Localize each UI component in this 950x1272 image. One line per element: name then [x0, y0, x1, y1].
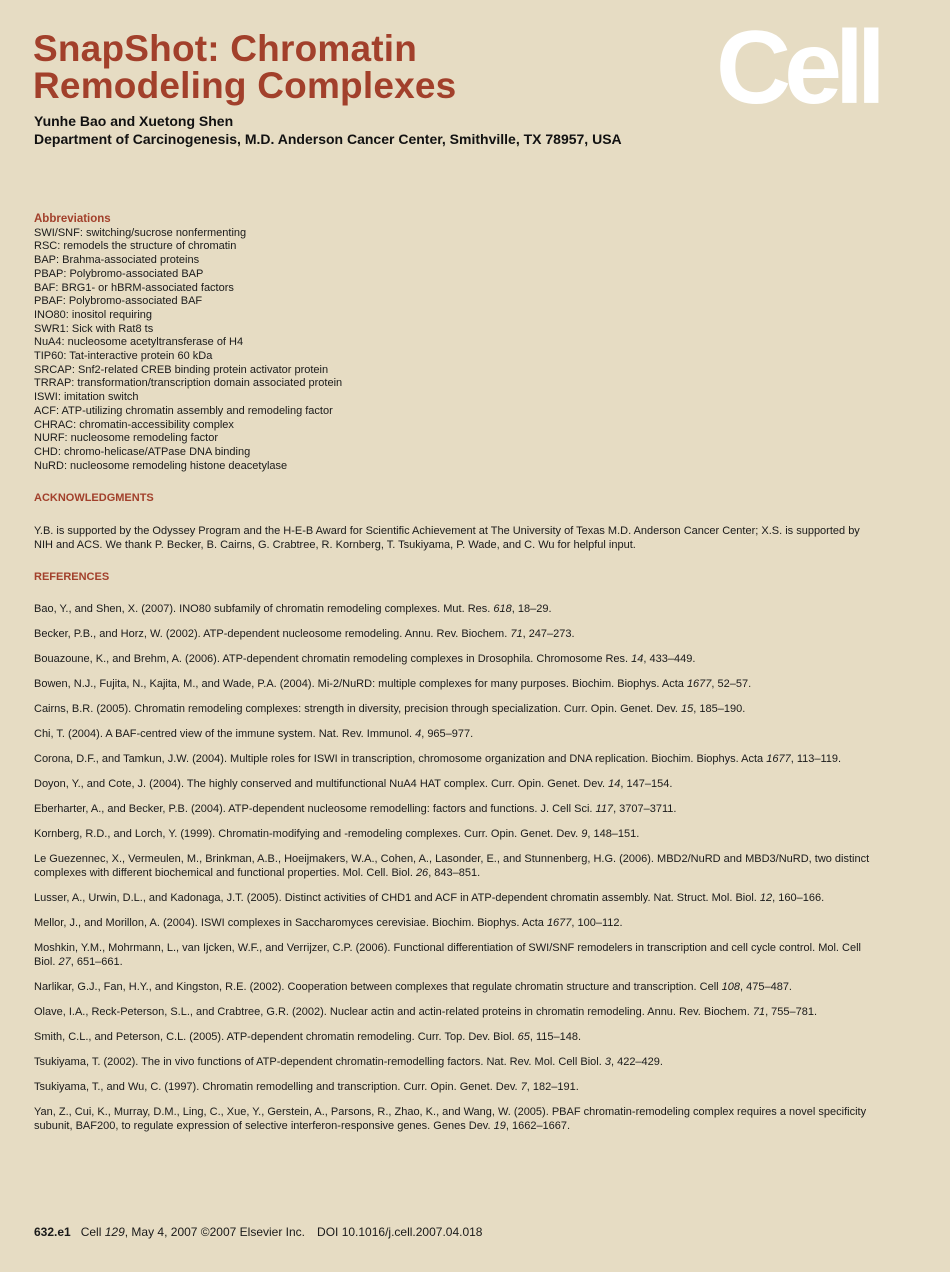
abbreviation-item: CHRAC: chromatin-accessibility complex: [34, 418, 234, 431]
abbreviation-item: SWR1: Sick with Rat8 ts: [34, 322, 154, 335]
abbreviations-heading: Abbreviations: [34, 213, 111, 225]
reference-pages: , 755–781.: [765, 1006, 818, 1018]
reference-item: [34, 777, 876, 791]
reference-text: Becker, P.B., and Horz, W. (2002). ATP-dependent nucleosome remodeling. Annu. Rev. Biochem.: [34, 628, 511, 640]
reference-item: [34, 802, 876, 816]
reference-item: [34, 980, 876, 994]
reference-pages: , 247–273.: [522, 628, 575, 640]
reference-item: [34, 852, 876, 880]
reference-text: Eberharter, A., and Becker, P.B. (2004). ATP-dependent nucleosome remodelling: factors and functions. J. Cell Sci.: [34, 803, 596, 815]
footer-date: , May 4, 2007 ©2007 Elsevier Inc.: [124, 1225, 306, 1239]
reference-text: Corona, D.F., and Tamkun, J.W. (2004). Multiple roles for ISWI in transcription, chromosome organization and DNA replication. Biochim. Biophys. Acta: [34, 753, 767, 765]
page-number: 632.e1: [34, 1225, 71, 1239]
abbreviation-item: INO80: inositol requiring: [34, 308, 153, 321]
abbreviation-item: SWI/SNF: switching/sucrose nonfermenting: [34, 226, 247, 239]
reference-volume: 4: [415, 728, 422, 740]
title-line-1: SnapShot: Chromatin: [33, 28, 418, 69]
reference-text: Tsukiyama, T. (2002). The in vivo functions of ATP-dependent chromatin-remodelling factors. Nat. Rev. Mol. Cell Biol.: [34, 1056, 605, 1068]
reference-pages: , 475–487.: [740, 981, 792, 993]
abbreviations-list: [34, 227, 342, 474]
reference-volume: 71: [752, 1006, 766, 1018]
acknowledgments-heading: ACKNOWLEDGMENTS: [34, 492, 154, 504]
references-heading: REFERENCES: [34, 571, 110, 583]
reference-text: Lusser, A., Urwin, D.L., and Kadonaga, J.T. (2005). Distinct activities of CHD1 and ACF in ATP-dependent chromatin assembly. Nat. Struct. Mol. Biol.: [34, 892, 760, 904]
reference-item: [34, 1005, 876, 1019]
reference-pages: , 965–977.: [421, 728, 474, 740]
reference-volume: 117: [595, 803, 614, 815]
reference-volume: 7: [520, 1081, 527, 1093]
reference-text: Narlikar, G.J., Fan, H.Y., and Kingston, R.E. (2002). Cooperation between complexes that regulate chromatin structure and transcription. Cell: [34, 981, 722, 993]
abbreviation-item: SRCAP: Snf2-related CREB binding protein activator protein: [34, 363, 329, 376]
reference-item: [34, 677, 876, 691]
references-list: [34, 602, 876, 1144]
abbreviation-item: TRRAP: transformation/transcription domain associated protein: [34, 377, 343, 390]
page-footer: [34, 1225, 482, 1240]
reference-item: [34, 891, 876, 905]
reference-text: Mellor, J., and Morillon, A. (2004). ISWI complexes in Saccharomyces cerevisiae. Biochim. Biophys. Acta: [34, 917, 547, 929]
reference-text: Yan, Z., Cui, K., Murray, D.M., Ling, C., Xue, Y., Gerstein, A., Parsons, R., Zhao, K., and Wang, W. (2005). PBAF chromatin-remodeling complex requires a novel specificity subunit, BAF200, to regulate expression of selective interferon-responsive genes. Genes Dev.: [34, 1106, 867, 1132]
reference-item: [34, 727, 876, 741]
reference-pages: , 651–661.: [70, 956, 123, 968]
article-title: [33, 30, 456, 104]
reference-item: [34, 941, 876, 969]
abbreviation-item: CHD: chromo-helicase/ATPase DNA binding: [34, 445, 251, 458]
reference-item: [34, 1030, 876, 1044]
abbreviations-section: [34, 213, 342, 473]
reference-text: Kornberg, R.D., and Lorch, Y. (1999). Chromatin-modifying and -remodeling complexes. Curr. Opin. Genet. Dev.: [34, 828, 582, 840]
abbreviation-item: ISWI: imitation switch: [34, 391, 139, 404]
reference-volume: 71: [510, 628, 523, 640]
reference-text: Bao, Y., and Shen, X. (2007). INO80 subfamily of chromatin remodeling complexes. Mut. Res.: [34, 603, 494, 615]
reference-item: [34, 752, 876, 766]
reference-text: Olave, I.A., Reck-Peterson, S.L., and Crabtree, G.R. (2002). Nuclear actin and actin-related proteins in chromatin remodeling. Annu. Rev. Biochem.: [34, 1006, 753, 1018]
reference-volume: 1677: [766, 753, 791, 765]
abbreviation-item: RSC: remodels the structure of chromatin: [34, 240, 237, 253]
reference-pages: , 18–29.: [511, 603, 552, 615]
footer-journal: Cell: [80, 1225, 105, 1239]
reference-pages: , 100–112.: [571, 917, 623, 929]
reference-volume: 1677: [546, 917, 572, 929]
reference-text: Bouazoune, K., and Brehm, A. (2006). ATP-dependent chromatin remodeling complexes in Drosophila. Chromosome Res.: [34, 653, 632, 665]
reference-volume: 19: [493, 1120, 506, 1132]
reference-item: [34, 1105, 876, 1133]
reference-item: [34, 652, 876, 666]
reference-item: [34, 702, 876, 716]
reference-pages: , 1662–1667.: [505, 1120, 571, 1132]
reference-pages: , 160–166.: [772, 892, 825, 904]
reference-text: Moshkin, Y.M., Mohrmann, L., van Ijcken, W.F., and Verrijzer, C.P. (2006). Functional differentiation of SWI/SNF remodelers in transcription and cell cycle control. Mol. Cell Biol.: [34, 942, 861, 968]
abbreviation-item: NuA4: nucleosome acetyltransferase of H4: [34, 336, 244, 349]
reference-volume: 14: [631, 653, 644, 665]
reference-item: [34, 916, 876, 930]
reference-pages: , 182–191.: [526, 1081, 579, 1093]
reference-text: Le Guezennec, X., Vermeulen, M., Brinkman, A.B., Hoeijmakers, W.A., Cohen, A., Lasonder, E., and Stunnenberg, H.G. (2006). MBD2/NuRD and MBD3/NuRD, two distinct complexes with different biochemical and functional properties. Mol. Cell. Biol.: [34, 853, 870, 879]
affiliation: Department of Carcinogenesis, M.D. Anderson Cancer Center, Smithville, TX 78957, USA: [34, 131, 622, 147]
cell-logo: Cell: [716, 10, 879, 126]
reference-text: Doyon, Y., and Cote, J. (2004). The highly conserved and multifunctional NuA4 HAT complex. Curr. Opin. Genet. Dev.: [34, 778, 609, 790]
abbreviation-item: NURF: nucleosome remodeling factor: [34, 432, 219, 445]
reference-item: [34, 627, 876, 641]
reference-volume: 108: [721, 981, 740, 993]
reference-text: Smith, C.L., and Peterson, C.L. (2005). ATP-dependent chromatin remodeling. Curr. Top. Dev. Biol.: [34, 1031, 518, 1043]
acknowledgments-text: Y.B. is supported by the Odyssey Program and the H-E-B Award for Scientific Achievement at The University of Texas M.D. Anderson Cancer Center; X.S. is supported by NIH and ACS. We thank P. Becker, B. Cairns, G. Crabtree, R. Kornberg, T. Tsukiyama, P. Wade, and C. Wu for helpful input.: [34, 525, 860, 551]
abbreviation-item: BAP: Brahma-associated proteins: [34, 254, 200, 267]
reference-volume: 14: [608, 778, 621, 790]
abbreviation-item: PBAF: Polybromo-associated BAF: [34, 295, 203, 308]
reference-text: Cairns, B.R. (2005). Chromatin remodeling complexes: strength in diversity, precision through specialization. Curr. Opin. Genet. Dev.: [34, 703, 682, 715]
abbreviation-item: BAF: BRG1- or hBRM-associated factors: [34, 281, 234, 294]
reference-pages: , 52–57.: [711, 678, 752, 690]
reference-item: [34, 1055, 876, 1069]
reference-pages: , 433–449.: [643, 653, 696, 665]
reference-pages: , 422–429.: [610, 1056, 663, 1068]
abbreviation-item: TIP60: Tat-interactive protein 60 kDa: [34, 350, 213, 363]
abbreviation-item: NuRD: nucleosome remodeling histone deacetylase: [34, 459, 288, 472]
reference-volume: 3: [604, 1056, 611, 1068]
reference-volume: 1677: [686, 678, 712, 690]
reference-text: Bowen, N.J., Fujita, N., Kajita, M., and Wade, P.A. (2004). Mi-2/NuRD: multiple complexes for many purposes. Biochim. Biophys. Acta: [34, 678, 687, 690]
reference-volume: 618: [493, 603, 512, 615]
reference-item: [34, 1080, 876, 1094]
reference-volume: 65: [517, 1031, 530, 1043]
reference-volume: 9: [581, 828, 588, 840]
reference-item: [34, 602, 876, 616]
footer-volume: 129: [104, 1225, 125, 1239]
reference-pages: , 147–154.: [620, 778, 673, 790]
reference-item: [34, 827, 876, 841]
reference-pages: , 843–851.: [428, 867, 481, 879]
reference-volume: 26: [415, 867, 429, 879]
authors: Yunhe Bao and Xuetong Shen: [34, 113, 234, 129]
reference-volume: 27: [58, 956, 71, 968]
reference-volume: 15: [681, 703, 694, 715]
title-line-2: Remodeling Complexes: [33, 65, 457, 106]
reference-pages: , 3707–3711.: [613, 803, 677, 815]
reference-text: Tsukiyama, T., and Wu, C. (1997). Chromatin remodelling and transcription. Curr. Opin. Genet. Dev.: [34, 1081, 521, 1093]
abbreviation-item: PBAP: Polybromo-associated BAP: [34, 267, 204, 280]
reference-text: Chi, T. (2004). A BAF-centred view of the immune system. Nat. Rev. Immunol.: [34, 728, 416, 740]
reference-pages: , 148–151.: [587, 828, 640, 840]
footer-doi: DOI 10.1016/j.cell.2007.04.018: [317, 1225, 483, 1239]
reference-pages: , 115–148.: [529, 1031, 582, 1043]
reference-pages: , 113–119.: [790, 753, 842, 765]
abbreviation-item: ACF: ATP-utilizing chromatin assembly and remodeling factor: [34, 404, 333, 417]
reference-volume: 12: [759, 892, 773, 904]
reference-pages: , 185–190.: [693, 703, 746, 715]
